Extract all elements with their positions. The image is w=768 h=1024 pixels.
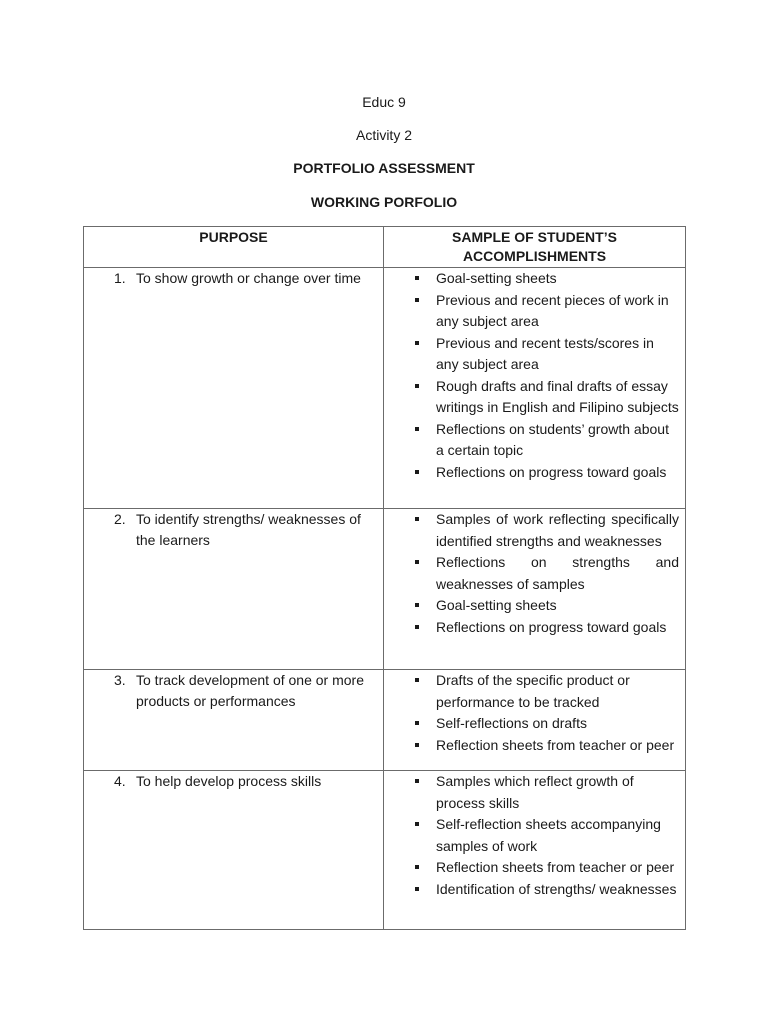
purpose-cell	[84, 670, 384, 771]
purpose-cell	[84, 509, 384, 670]
list-item: Reflection sheets from teacher or peer	[413, 857, 679, 879]
accomplishments-cell	[384, 268, 686, 509]
accomplishments-cell	[384, 670, 686, 771]
list-item: Reflections on progress toward goals	[413, 617, 679, 639]
list-item: Goal-setting sheets	[413, 268, 679, 290]
table-row	[84, 268, 686, 509]
table-row	[84, 509, 686, 670]
list-item: Rough drafts and final drafts of essay writings in English and Filipino subjects	[413, 376, 679, 419]
course-code: Educ 9	[362, 94, 406, 110]
list-item: Reflections on progress toward goals	[413, 462, 679, 484]
purpose-text: To track development of one or more products or performances	[136, 672, 365, 709]
row-number: 1.	[114, 270, 126, 286]
row-number: 3.	[114, 672, 126, 688]
purpose-cell	[84, 771, 384, 930]
purpose-text: To identify strengths/ weaknesses of the learners	[136, 511, 361, 548]
purpose-cell	[84, 268, 384, 509]
row-number: 2.	[114, 511, 126, 527]
document-title: PORTFOLIO ASSESSMENT	[293, 160, 475, 176]
accomplishments-cell	[384, 509, 686, 670]
table-header-row	[84, 227, 686, 268]
list-item: Self-reflection sheets accompanying samples of work	[413, 814, 679, 857]
document-subtitle: WORKING PORFOLIO	[310, 194, 458, 210]
list-item: Self-reflections on drafts	[413, 713, 679, 735]
list-item: Drafts of the specific product or performance to be tracked	[413, 670, 679, 713]
list-item: Goal-setting sheets	[413, 595, 679, 617]
portfolio-table	[83, 226, 686, 930]
list-item: Samples of work reflecting specifically identified strengths and weaknesses	[413, 509, 679, 552]
purpose-text: To help develop process skills	[136, 773, 322, 789]
list-item: Identification of strengths/ weaknesses	[413, 879, 679, 901]
accomplishments-column-header: SAMPLE OF STUDENT’S ACCOMPLISHMENTS	[384, 227, 686, 268]
list-item: Samples which reflect growth of process skills	[413, 771, 679, 814]
list-item: Reflections on students’ growth about a certain topic	[413, 419, 679, 462]
list-item: Reflection sheets from teacher or peer	[413, 735, 679, 757]
purpose-column-header: PURPOSE	[84, 227, 384, 268]
accomplishments-cell	[384, 771, 686, 930]
table-row	[84, 670, 686, 771]
list-item: Previous and recent pieces of work in any subject area	[413, 290, 679, 333]
list-item: Reflections on strengths and weaknesses of samples	[413, 552, 679, 595]
activity-label: Activity 2	[355, 127, 412, 143]
row-number: 4.	[114, 773, 126, 789]
purpose-text: To show growth or change over time	[136, 270, 361, 286]
list-item: Previous and recent tests/scores in any subject area	[413, 333, 679, 376]
table-row	[84, 771, 686, 930]
